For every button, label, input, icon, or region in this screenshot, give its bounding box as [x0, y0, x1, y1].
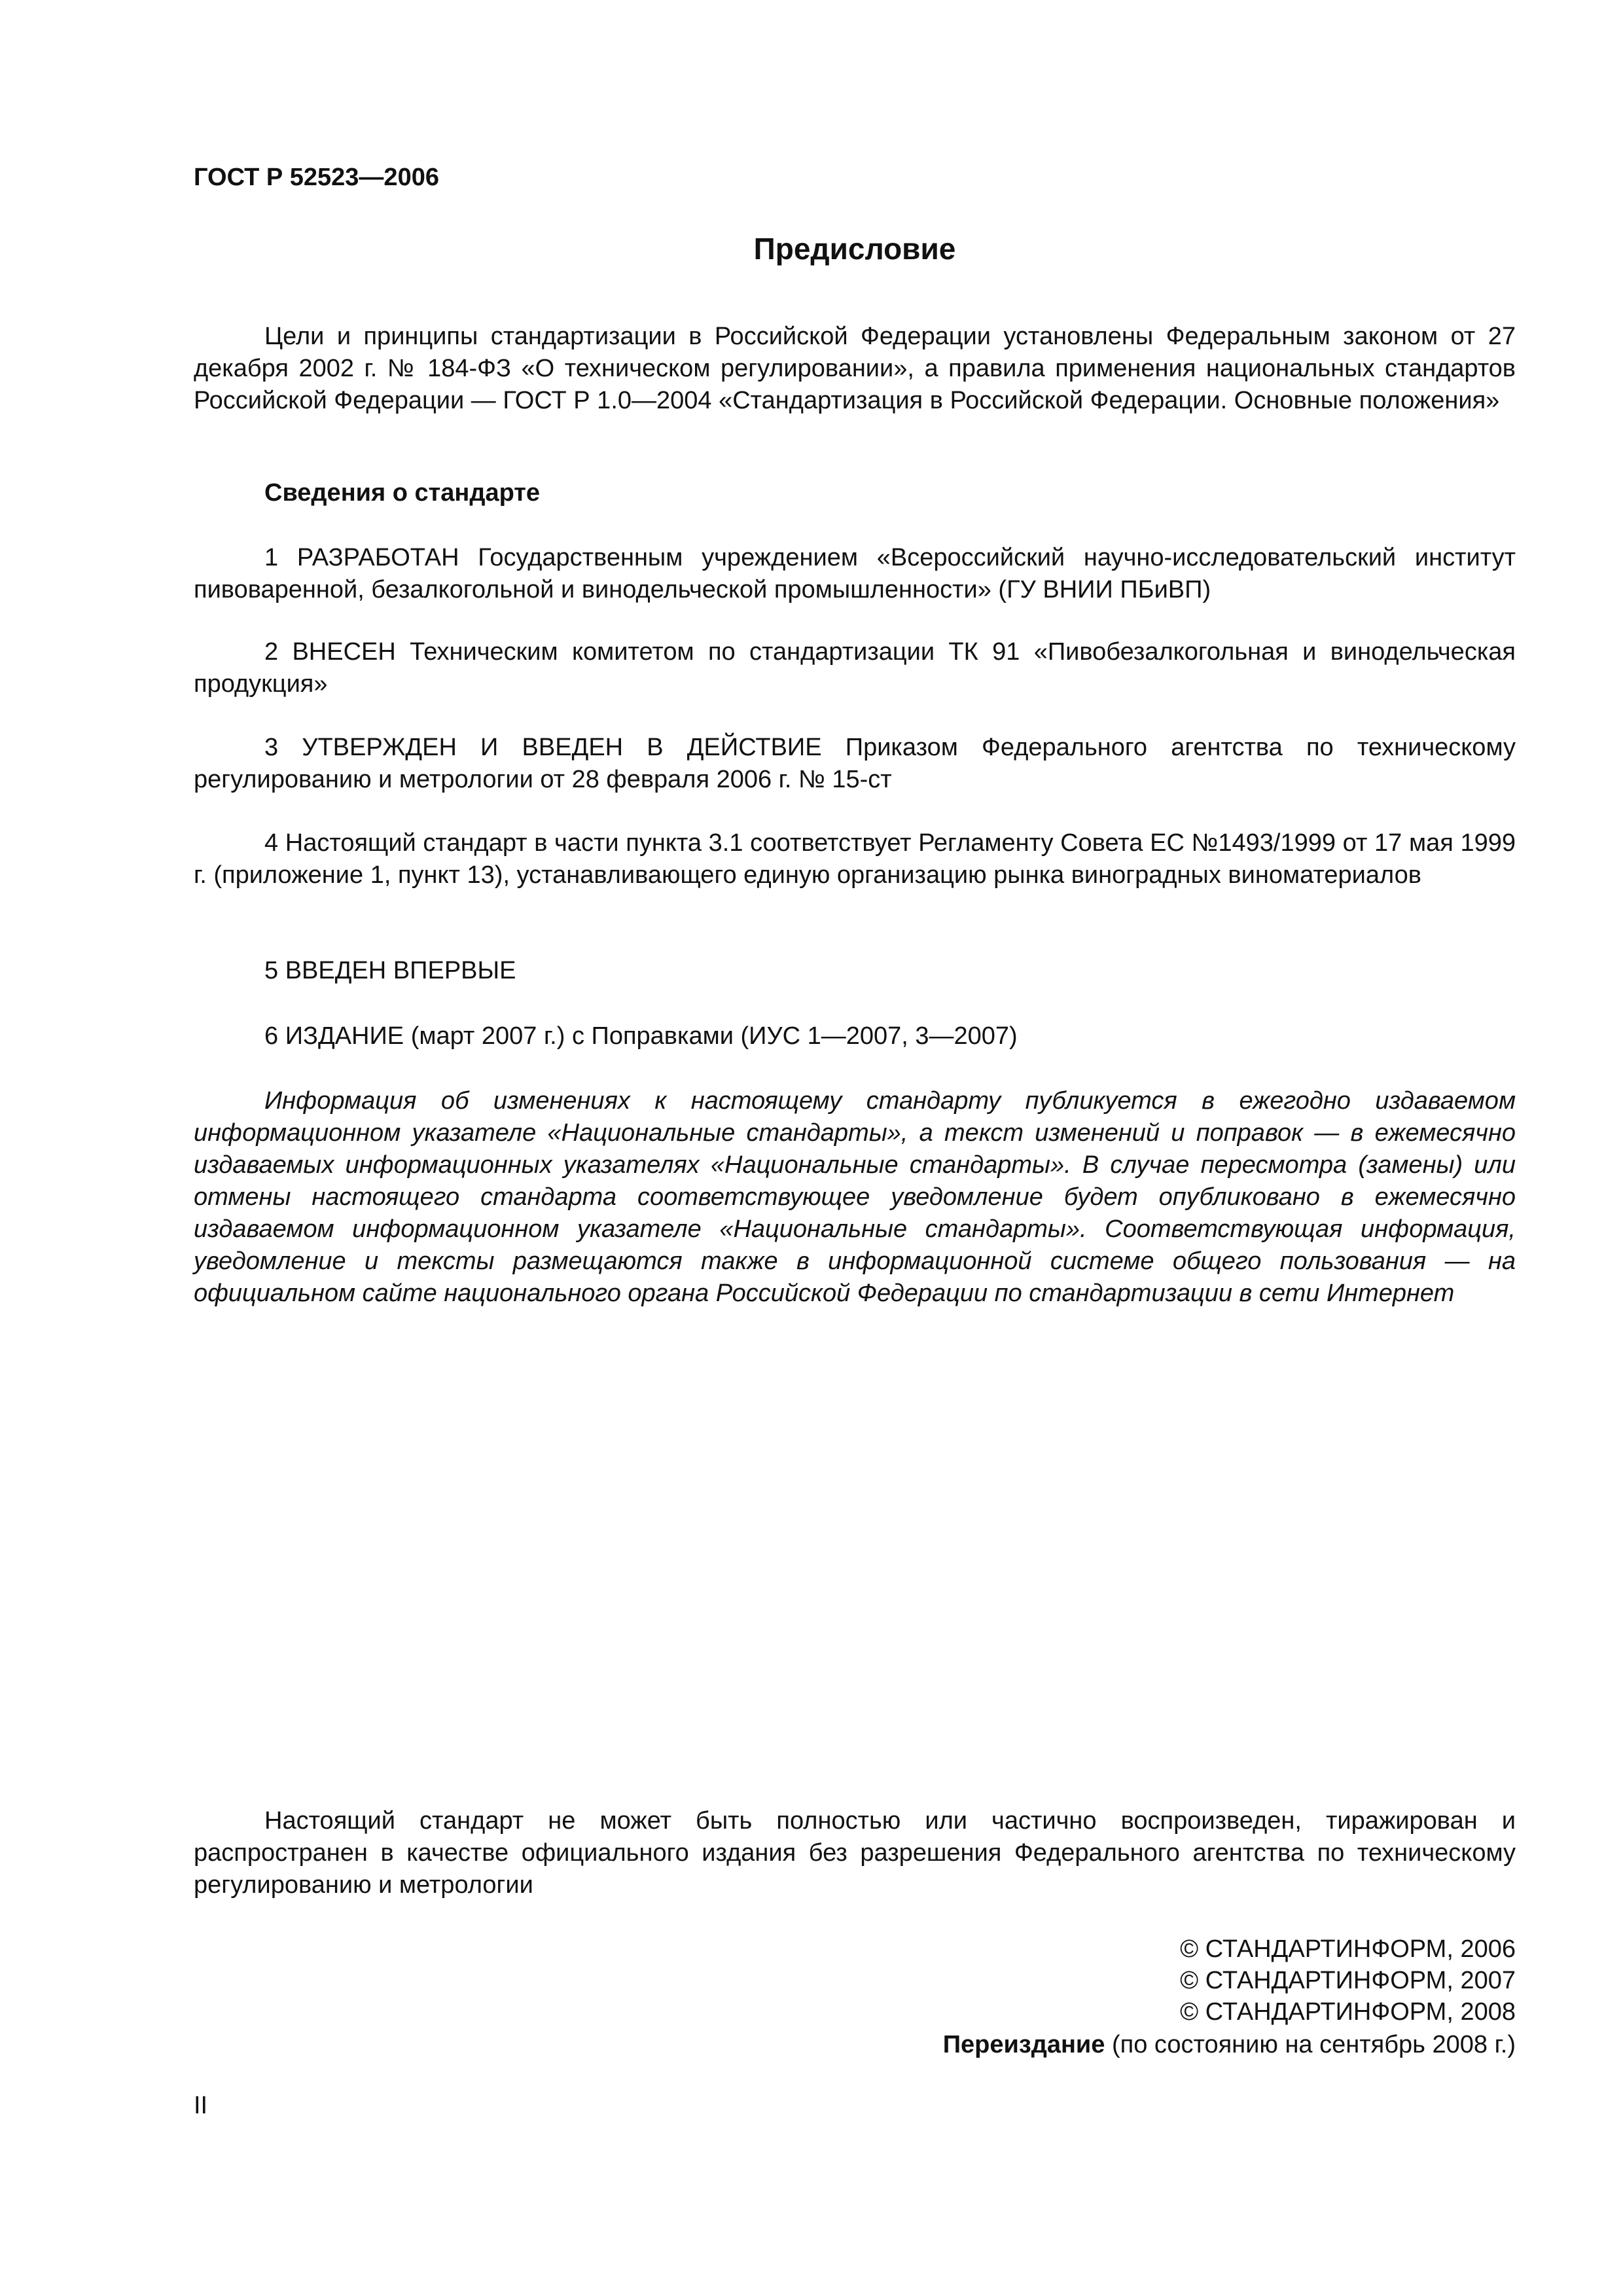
copyright-line-2007: © СТАНДАРТИНФОРМ, 2007 [1180, 1967, 1516, 1994]
intro-paragraph: Цели и принципы стандартизации в Российской Федерации установлены Федеральным законом от 27 декабря 2002 г. № 184-ФЗ «О техническом регулировании», а правила применения национальных стандартов Российской Федерации — ГОСТ Р 1.0—2004 «Стандартизация в Российской Федерации. Основные положения» [194, 323, 1516, 414]
standard-info-item-5: 5 ВВЕДЕН ВПЕРВЫЕ [264, 957, 516, 984]
standard-info-item-2: 2 ВНЕСЕН Техническим комитетом по стандартизации ТК 91 «Пивобезалкогольная и винодельческая продукция» [194, 638, 1516, 698]
page-title: Предисловие [753, 232, 956, 266]
reproduction-notice: Настоящий стандарт не может быть полностью или частично воспроизведен, тиражирован и распространен в качестве официального издания без разрешения Федерального агентства по техническому регулированию и метрологии [194, 1807, 1516, 1899]
page-number: II [194, 2092, 208, 2119]
standard-info-item-6: 6 ИЗДАНИЕ (март 2007 г.) с Поправками (ИУС 1—2007, 3—2007) [264, 1022, 1018, 1050]
standard-info-item-1: 1 РАЗРАБОТАН Государственным учреждением «Всероссийский научно-исследовательский институт пивоваренной, безалкогольной и винодельческой промышленности» (ГУ ВНИИ ПБиВП) [194, 544, 1516, 603]
reissue-label: Переиздание [942, 2031, 1105, 2058]
document-code: ГОСТ Р 52523—2006 [194, 164, 439, 191]
reissue-detail: (по состоянию на сентябрь 2008 г.) [1112, 2031, 1516, 2058]
standard-info-heading: Сведения о стандарте [264, 479, 541, 507]
standard-info-item-4: 4 Настоящий стандарт в части пункта 3.1 соответствует Регламенту Совета ЕС №1493/1999 от 17 мая 1999 г. (приложение 1, пункт 13), устанавливающего единую организацию рынка виноградных виноматериалов [194, 829, 1516, 889]
copyright-line-2006: © СТАНДАРТИНФОРМ, 2006 [1180, 1935, 1516, 1963]
notice-paragraph: Информация об изменениях к настоящему стандарту публикуется в ежегодно издаваемом информационном указателе «Национальные стандарты», а текст изменений и поправок — в ежемесячно издаваемых информационных указателях «Национальные стандарты». В случае пересмотра (замены) или отмены настоящего стандарта соответствующее уведомление будет опубликовано в ежемесячно издаваемом информационном указателе «Национальные стандарты». Соответствующая информация, уведомление и тексты размещаются также в информационной системе общего пользования — на официальном сайте национального органа Российской Федерации по стандартизации в сети Интернет [194, 1087, 1516, 1307]
standard-info-item-3: 3 УТВЕРЖДЕН И ВВЕДЕН В ДЕЙСТВИЕ Приказом Федерального агентства по техническому регулированию и метрологии от 28 февраля 2006 г. № 15-ст [194, 734, 1516, 793]
reissue-line [943, 2029, 1516, 2060]
copyright-line-2008: © СТАНДАРТИНФОРМ, 2008 [1180, 1998, 1516, 2026]
